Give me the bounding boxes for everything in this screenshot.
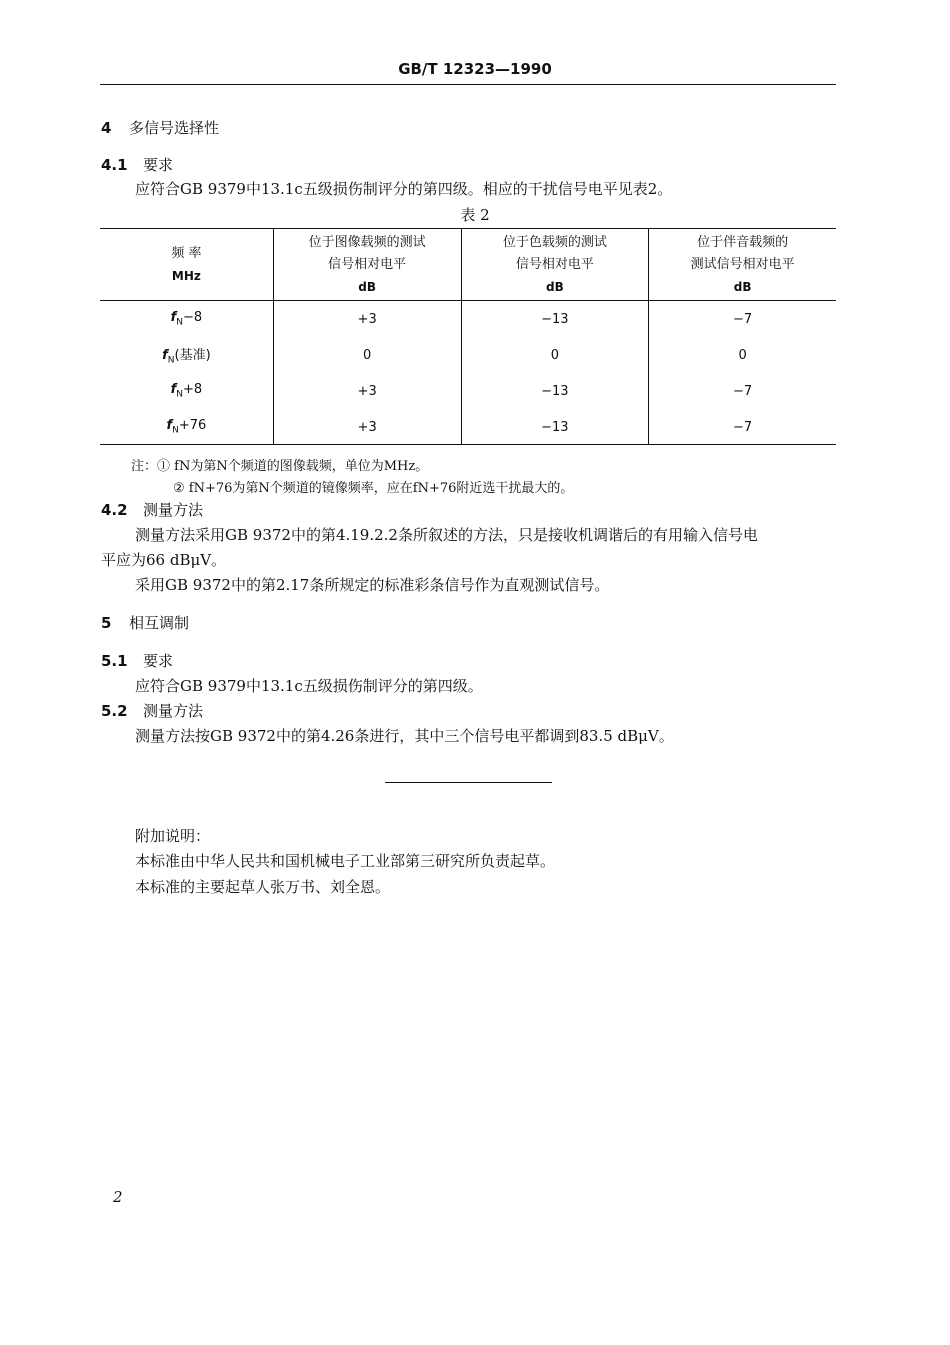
- col-sound-carrier-header: [649, 229, 836, 301]
- col-header-unit: dB: [545, 279, 564, 294]
- col-header-text: 信号相对电平: [328, 256, 407, 272]
- f-symbol: f: [170, 382, 177, 398]
- subsection-number: 5.2: [101, 702, 128, 720]
- col-header-unit: dB: [733, 279, 752, 294]
- note-text: ① fN为第N个频道的图像载频，单位为MHz。: [157, 459, 429, 474]
- end-rule: [385, 782, 552, 783]
- f-offset: (基准): [174, 348, 211, 364]
- f-symbol: f: [170, 310, 177, 326]
- value-cell: +3: [273, 373, 461, 409]
- section-4-heading: [101, 117, 219, 138]
- value-cell: −7: [649, 373, 836, 409]
- col-header-unit: MHz: [171, 268, 201, 283]
- section-5-1-text: 应符合GB 9379中13.1c五级损伤制评分的第四级。: [135, 677, 483, 695]
- appendix-line-1: 本标准由中华人民共和国机械电子工业部第三研究所负责起草。: [135, 852, 556, 870]
- col-color-carrier-header: [461, 229, 649, 301]
- section-5-heading: [101, 612, 189, 633]
- frequency-cell: [100, 409, 273, 445]
- section-4-2-para2: 采用GB 9372中的第2.17条所规定的标准彩条信号作为直观测试信号。: [135, 576, 610, 594]
- value-cell: −13: [461, 301, 649, 338]
- col-picture-carrier-header: [273, 229, 461, 301]
- section-4-1-heading: [101, 154, 173, 175]
- f-offset: +8: [183, 382, 203, 398]
- section-5-2-heading: [101, 700, 203, 721]
- subsection-title: 要求: [143, 652, 174, 670]
- section-5-1-heading: [101, 650, 173, 671]
- subsection-title: 测量方法: [143, 501, 204, 519]
- subsection-number: 4.1: [101, 156, 128, 174]
- value-cell: 0: [649, 337, 836, 373]
- table-row: [100, 409, 836, 445]
- col-header-text: 位于伴音载频的: [697, 234, 789, 250]
- col-header-text: 位于色载频的测试: [502, 234, 607, 250]
- col-frequency-header: [100, 229, 273, 301]
- frequency-cell: [100, 301, 273, 338]
- table-caption: 表 2: [460, 206, 490, 224]
- value-cell: −7: [649, 301, 836, 338]
- col-header-text: 测试信号相对电平: [690, 256, 795, 272]
- value-cell: −13: [461, 373, 649, 409]
- section-5-2-text: 测量方法按GB 9372中的第4.26条进行，其中三个信号电平都调到83.5 dBμV。: [135, 727, 674, 745]
- section-number: 4: [101, 119, 112, 137]
- table-header-row: [100, 229, 836, 301]
- appendix-title: 附加说明：: [135, 827, 211, 845]
- table-note-2: ② fN+76为第N个频道的镜像频率，应在fN+76附近选干扰最大的。: [173, 481, 574, 496]
- section-title: 相互调制: [129, 614, 190, 632]
- value-cell: +3: [273, 409, 461, 445]
- subsection-title: 要求: [143, 156, 174, 174]
- value-cell: 0: [273, 337, 461, 373]
- section-4-2-para1-line1: 测量方法采用GB 9372中的第4.19.2.2条所叙述的方法，只是接收机调谐后的有用输入信号电: [135, 526, 758, 544]
- value-cell: +3: [273, 301, 461, 338]
- section-title: 多信号选择性: [129, 119, 220, 137]
- section-4-2-heading: [101, 499, 203, 520]
- signal-level-table: [100, 229, 836, 445]
- value-cell: −7: [649, 409, 836, 445]
- col-header-text: 位于图像载频的测试: [308, 234, 426, 250]
- f-subscript: N: [172, 425, 179, 436]
- subsection-title: 测量方法: [143, 702, 204, 720]
- f-offset: +76: [178, 418, 207, 434]
- table-row: [100, 337, 836, 373]
- section-4-2-para1-line2: 平应为66 dBμV。: [101, 551, 227, 569]
- value-cell: −13: [461, 409, 649, 445]
- f-subscript: N: [167, 355, 175, 366]
- col-header-text: 频 率: [171, 245, 202, 261]
- f-symbol: f: [166, 418, 173, 434]
- frequency-cell: [100, 373, 273, 409]
- note-label: 注：: [131, 459, 158, 474]
- col-header-text: 信号相对电平: [515, 256, 594, 272]
- section-4-1-text: 应符合GB 9379中13.1c五级损伤制评分的第四级。相应的干扰信号电平见表2。: [135, 180, 673, 198]
- page-number: 2: [113, 1188, 123, 1206]
- f-subscript: N: [176, 317, 183, 328]
- standard-code: GB/T 12323—1990: [398, 60, 552, 78]
- frequency-cell: [100, 337, 273, 373]
- table-row: [100, 373, 836, 409]
- header-rule: [100, 84, 836, 85]
- section-number: 5: [101, 614, 112, 632]
- subsection-number: 4.2: [101, 501, 128, 519]
- value-cell: 0: [461, 337, 649, 373]
- f-symbol: f: [162, 348, 168, 364]
- table-note-1: [131, 455, 428, 474]
- subsection-number: 5.1: [101, 652, 128, 670]
- table-bottom-rule: [100, 444, 836, 445]
- f-subscript: N: [176, 389, 183, 400]
- col-header-unit: dB: [358, 279, 377, 294]
- f-offset: −8: [183, 310, 203, 326]
- table-row: [100, 301, 836, 338]
- appendix-line-2: 本标准的主要起草人张万书、刘全恩。: [135, 878, 391, 896]
